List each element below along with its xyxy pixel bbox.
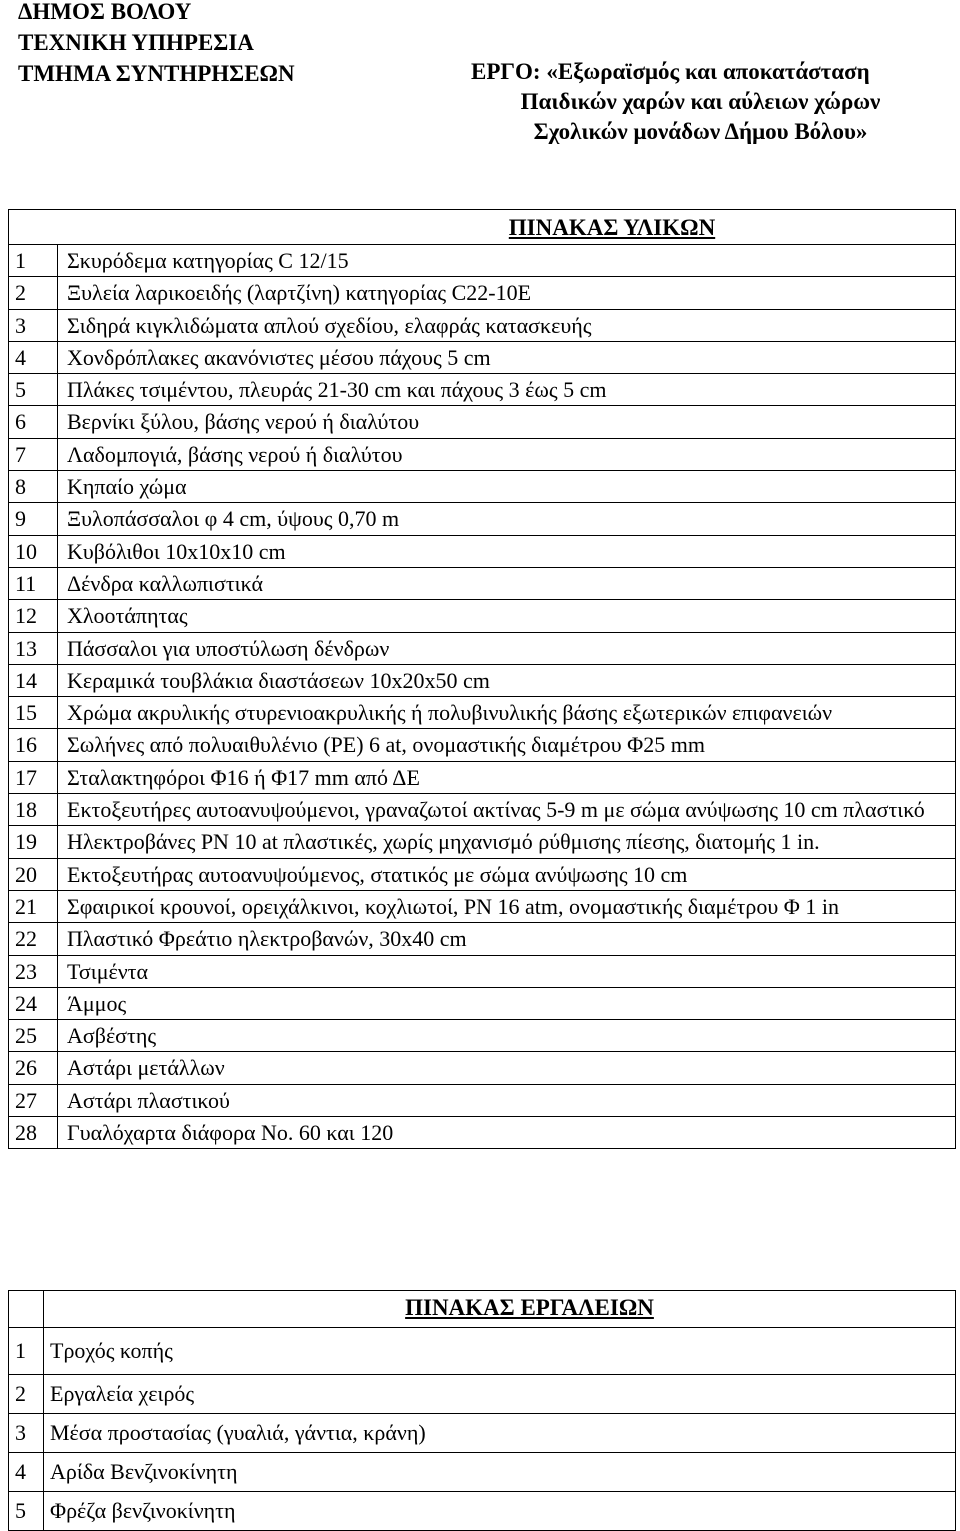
organization-header bbox=[18, 0, 295, 89]
row-description: Χονδρόπλακες ακανόνιστες μέσου πάχους 5 cm bbox=[58, 341, 956, 373]
row-number: 5 bbox=[9, 1492, 44, 1531]
row-number: 12 bbox=[9, 600, 58, 632]
org-line: ΤΕΧΝΙΚΗ ΥΠΗΡΕΣΙΑ bbox=[18, 30, 254, 55]
tools-title: ΠΙΝΑΚΑΣ ΕΡΓΑΛΕΙΩΝ bbox=[44, 1291, 956, 1328]
row-number: 7 bbox=[9, 438, 58, 470]
row-description: Εκτοξευτήρες αυτοανυψούμενοι, γραναζωτοί ακτίνας 5-9 m με σώμα ανύψωσης 10 cm πλαστικό bbox=[58, 794, 956, 826]
table-row bbox=[9, 503, 956, 535]
row-description: Εκτοξευτήρας αυτοανυψούμενος, στατικός με σώμα ανύψωσης 10 cm bbox=[58, 858, 956, 890]
row-description: Κεραμικά τουβλάκια διαστάσεων 10x20x50 cm bbox=[58, 664, 956, 696]
row-number: 16 bbox=[9, 729, 58, 761]
table-row bbox=[9, 535, 956, 567]
row-description: Δένδρα καλλωπιστικά bbox=[58, 567, 956, 599]
table-row bbox=[9, 664, 956, 696]
table-row bbox=[9, 1375, 956, 1414]
row-number: 13 bbox=[9, 632, 58, 664]
row-description: Πάσσαλοι για υποστύλωση δένδρων bbox=[58, 632, 956, 664]
tools-table bbox=[8, 1290, 956, 1531]
row-description: Σιδηρά κιγκλιδώματα απλού σχεδίου, ελαφράς κατασκευής bbox=[58, 309, 956, 341]
table-row bbox=[9, 277, 956, 309]
row-description: Πλάκες τσιμέντου, πλευράς 21-30 cm και πάχους 3 έως 5 cm bbox=[58, 374, 956, 406]
table-row bbox=[9, 438, 956, 470]
table-row bbox=[9, 1084, 956, 1116]
table-row bbox=[9, 471, 956, 503]
row-number: 1 bbox=[9, 1328, 44, 1375]
row-description: Κηπαίο χώμα bbox=[58, 471, 956, 503]
table-row bbox=[9, 826, 956, 858]
row-number: 19 bbox=[9, 826, 58, 858]
tools-title-blank bbox=[9, 1291, 44, 1328]
row-description: Τσιμέντα bbox=[58, 955, 956, 987]
org-line: ΔΗΜΟΣ ΒΟΛΟΥ bbox=[18, 0, 192, 24]
materials-title: ΠΙΝΑΚΑΣ ΥΛΙΚΩΝ bbox=[9, 210, 956, 245]
row-number: 14 bbox=[9, 664, 58, 696]
table-row bbox=[9, 567, 956, 599]
row-number: 23 bbox=[9, 955, 58, 987]
row-number: 10 bbox=[9, 535, 58, 567]
table-row bbox=[9, 697, 956, 729]
row-description: Γυαλόχαρτα διάφορα Νο. 60 και 120 bbox=[58, 1117, 956, 1149]
row-number: 3 bbox=[9, 1414, 44, 1453]
row-number: 5 bbox=[9, 374, 58, 406]
project-header bbox=[468, 57, 933, 147]
table-row bbox=[9, 923, 956, 955]
table-row bbox=[9, 406, 956, 438]
row-description: Σκυρόδεμα κατηγορίας C 12/15 bbox=[58, 245, 956, 277]
row-description: Βερνίκι ξύλου, βάσης νερού ή διαλύτου bbox=[58, 406, 956, 438]
table-row bbox=[9, 1328, 956, 1375]
row-number: 21 bbox=[9, 890, 58, 922]
table-row bbox=[9, 1453, 956, 1492]
row-description: Άμμος bbox=[58, 987, 956, 1019]
table-row bbox=[9, 794, 956, 826]
row-number: 27 bbox=[9, 1084, 58, 1116]
materials-table bbox=[8, 209, 956, 1149]
materials-title-row bbox=[9, 210, 956, 245]
row-description: Εργαλεία χειρός bbox=[44, 1375, 956, 1414]
table-row bbox=[9, 1414, 956, 1453]
table-row bbox=[9, 1052, 956, 1084]
table-row bbox=[9, 309, 956, 341]
table-row bbox=[9, 600, 956, 632]
table-row bbox=[9, 1117, 956, 1149]
table-row bbox=[9, 987, 956, 1019]
table-row bbox=[9, 729, 956, 761]
row-number: 11 bbox=[9, 567, 58, 599]
row-description: Ξυλοπάσσαλοι φ 4 cm, ύψους 0,70 m bbox=[58, 503, 956, 535]
row-description: Σωλήνες από πολυαιθυλένιο (ΡΕ) 6 at, ονομαστικής διαμέτρου Φ25 mm bbox=[58, 729, 956, 761]
row-description: Αρίδα Βενζινοκίνητη bbox=[44, 1453, 956, 1492]
row-number: 18 bbox=[9, 794, 58, 826]
table-row bbox=[9, 632, 956, 664]
row-number: 26 bbox=[9, 1052, 58, 1084]
row-number: 17 bbox=[9, 761, 58, 793]
row-description: Αστάρι μετάλλων bbox=[58, 1052, 956, 1084]
row-number: 22 bbox=[9, 923, 58, 955]
row-number: 24 bbox=[9, 987, 58, 1019]
table-row bbox=[9, 890, 956, 922]
row-description: Σφαιρικοί κρουνοί, ορειχάλκινοι, κοχλιωτοί, ΡΝ 16 atm, ονομαστικής διαμέτρου Φ 1 in bbox=[58, 890, 956, 922]
row-number: 25 bbox=[9, 1020, 58, 1052]
table-row bbox=[9, 245, 956, 277]
row-description: Ηλεκτροβάνες ΡΝ 10 at πλαστικές, χωρίς μηχανισμό ρύθμισης πίεσης, διατομής 1 in. bbox=[58, 826, 956, 858]
row-number: 6 bbox=[9, 406, 58, 438]
row-number: 3 bbox=[9, 309, 58, 341]
table-row bbox=[9, 761, 956, 793]
row-number: 15 bbox=[9, 697, 58, 729]
row-description: Χλοοτάπητας bbox=[58, 600, 956, 632]
table-row bbox=[9, 858, 956, 890]
row-number: 9 bbox=[9, 503, 58, 535]
row-number: 4 bbox=[9, 1453, 44, 1492]
row-number: 4 bbox=[9, 341, 58, 373]
row-description: Ασβέστης bbox=[58, 1020, 956, 1052]
row-description: Ξυλεία λαρικοειδής (λαρτζίνη) κατηγορίας C22-10E bbox=[58, 277, 956, 309]
row-description: Αστάρι πλαστικού bbox=[58, 1084, 956, 1116]
row-number: 8 bbox=[9, 471, 58, 503]
row-description: Μέσα προστασίας (γυαλιά, γάντια, κράνη) bbox=[44, 1414, 956, 1453]
project-line: Σχολικών μονάδων Δήμου Βόλου» bbox=[533, 119, 868, 144]
table-row bbox=[9, 1020, 956, 1052]
row-description: Χρώμα ακρυλικής στυρενιοακρυλικής ή πολυβινυλικής βάσης εξωτερικών επιφανειών bbox=[58, 697, 956, 729]
row-description: Πλαστικό Φρεάτιο ηλεκτροβανών, 30x40 cm bbox=[58, 923, 956, 955]
project-line: Παιδικών χαρών και αύλειων χώρων bbox=[520, 89, 881, 114]
row-description: Κυβόλιθοι 10x10x10 cm bbox=[58, 535, 956, 567]
table-row bbox=[9, 955, 956, 987]
row-number: 1 bbox=[9, 245, 58, 277]
org-line: ΤΜΗΜΑ ΣΥΝΤΗΡΗΣΕΩΝ bbox=[18, 61, 295, 86]
row-number: 2 bbox=[9, 1375, 44, 1414]
row-description: Σταλακτηφόροι Φ16 ή Φ17 mm από ΔΕ bbox=[58, 761, 956, 793]
table-row bbox=[9, 341, 956, 373]
project-line: ΕΡΓΟ: «Εξωραϊσμός και αποκατάσταση bbox=[471, 59, 870, 84]
row-description: Τροχός κοπής bbox=[44, 1328, 956, 1375]
table-row bbox=[9, 1492, 956, 1531]
row-number: 20 bbox=[9, 858, 58, 890]
row-description: Λαδομπογιά, βάσης νερού ή διαλύτου bbox=[58, 438, 956, 470]
row-number: 28 bbox=[9, 1117, 58, 1149]
row-description: Φρέζα βενζινοκίνητη bbox=[44, 1492, 956, 1531]
tools-title-row bbox=[9, 1291, 956, 1328]
table-row bbox=[9, 374, 956, 406]
row-number: 2 bbox=[9, 277, 58, 309]
